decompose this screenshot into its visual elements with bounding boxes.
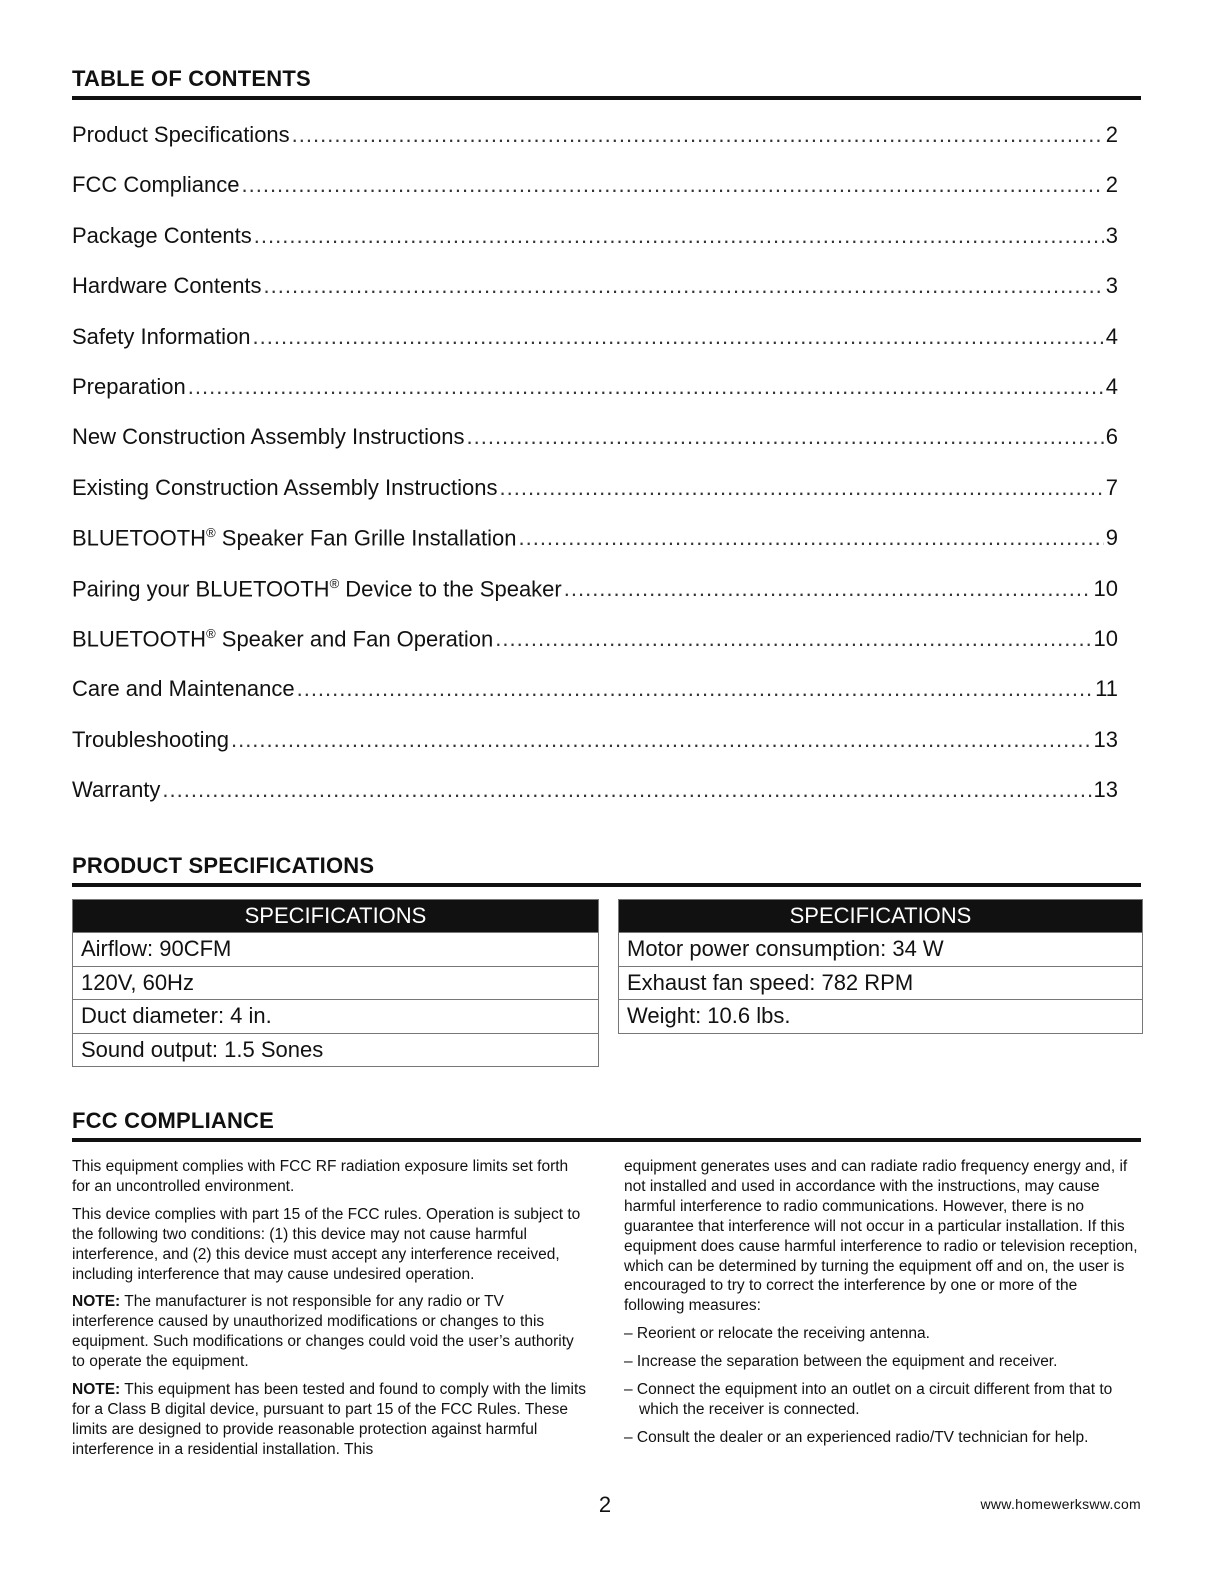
toc-entry-page: 13 xyxy=(1093,726,1118,752)
toc-entry-package-contents[interactable] xyxy=(72,223,1118,273)
toc-entry-pairing-device[interactable] xyxy=(72,576,1118,626)
toc-dot-leader xyxy=(231,727,1092,753)
toc-entry-page: 4 xyxy=(1105,373,1118,399)
toc-heading-rule xyxy=(72,96,1141,100)
fcc-text-right-column xyxy=(624,1157,1141,1456)
fcc-note-paragraph: NOTE: This equipment has been tested and found to comply with the limits for a Class B digital device, pursuant to part 15 of the FCC Rules. These limits are designed to provide reasonable protection against harmful interference in a residential installation. This xyxy=(72,1381,587,1458)
spec-row-duct-diameter: Duct diameter: 4 in. xyxy=(73,999,598,1033)
toc-dot-leader xyxy=(297,676,1094,702)
toc-entry-title: BLUETOOTH® Speaker and Fan Operation xyxy=(72,625,494,652)
toc-entry-title: Preparation xyxy=(72,373,186,399)
page-number: 2 xyxy=(598,1492,612,1517)
fcc-measure-item: – Increase the separation between the equipment and receiver. xyxy=(624,1353,1058,1371)
toc-entry-care-maintenance[interactable] xyxy=(72,676,1118,726)
toc-entry-page: 9 xyxy=(1105,525,1118,551)
toc-entry-page: 11 xyxy=(1095,676,1118,702)
toc-dot-leader xyxy=(467,424,1104,450)
toc-entry-product-specifications[interactable] xyxy=(72,122,1118,172)
spec-row-weight: Weight: 10.6 lbs. xyxy=(619,999,1142,1033)
note-label: NOTE: xyxy=(72,1293,121,1311)
spec-row-motor-power: Motor power consumption: 34 W xyxy=(619,932,1142,966)
fcc-heading: FCC COMPLIANCE xyxy=(72,1108,275,1133)
specifications-table-header: SPECIFICATIONS xyxy=(73,900,598,932)
toc-entry-page: 2 xyxy=(1105,172,1118,198)
toc-entry-title: Pairing your BLUETOOTH® Device to the Speaker xyxy=(72,575,562,601)
toc-entry-page: 10 xyxy=(1093,626,1118,652)
toc-entry-page: 10 xyxy=(1093,575,1118,601)
specifications-table-header: SPECIFICATIONS xyxy=(619,900,1142,932)
toc-entry-page: 13 xyxy=(1093,777,1118,803)
toc-entry-preparation[interactable] xyxy=(72,374,1118,424)
toc-entry-page: 3 xyxy=(1105,273,1118,299)
fcc-text-left-column xyxy=(72,1157,587,1468)
toc-entry-existing-construction[interactable] xyxy=(72,475,1118,525)
specifications-table-right xyxy=(618,899,1143,1034)
toc-entry-title: Care and Maintenance xyxy=(72,676,295,702)
toc-entry-title: FCC Compliance xyxy=(72,172,240,198)
specifications-table-left xyxy=(72,899,599,1067)
toc-entry-warranty[interactable] xyxy=(72,777,1118,827)
fcc-measure-item: – Consult the dealer or an experienced radio/TV technician for help. xyxy=(624,1428,1089,1446)
toc-dot-leader xyxy=(253,324,1104,350)
toc-dot-leader xyxy=(264,273,1104,299)
note-label: NOTE: xyxy=(72,1381,121,1399)
toc-dot-leader xyxy=(162,777,1091,803)
toc-entry-fcc-compliance[interactable] xyxy=(72,172,1118,222)
toc-entry-hardware-contents[interactable] xyxy=(72,273,1118,323)
toc-dot-leader xyxy=(254,223,1104,249)
fcc-paragraph: equipment generates uses and can radiate radio frequency energy and, if not installed and used in accordance with the instructions, may cause harmful interference to radio communications. However, there is no guarantee that interference will not occur in a particular installation. If this equipment does cause harmful interference to radio or television reception, which can be determined by turning the equipment off and on, the user is encouraged to try to correct the interference by one or more of the following measures: xyxy=(624,1158,1138,1315)
toc-entry-troubleshooting[interactable] xyxy=(72,727,1118,777)
toc-entry-title: BLUETOOTH® Speaker Fan Grille Installation xyxy=(72,525,517,551)
toc-entry-fan-grille-installation[interactable] xyxy=(72,525,1118,575)
toc-entry-title: New Construction Assembly Instructions xyxy=(72,424,465,450)
toc-dot-leader xyxy=(242,172,1104,198)
spec-row-voltage: 120V, 60Hz xyxy=(73,966,598,1000)
toc-entry-title: Troubleshooting xyxy=(72,726,229,752)
spec-row-airflow: Airflow: 90CFM xyxy=(73,932,598,966)
specifications-heading-rule xyxy=(72,883,1141,887)
fcc-paragraph: This device complies with part 15 of the FCC rules. Operation is subject to the following two conditions: (1) this device may not cause harmful interference, and (2) this device must accept any interference received, including interference that may cause undesired operation. xyxy=(72,1205,581,1283)
toc-entry-title: Product Specifications xyxy=(72,122,290,147)
fcc-note-paragraph: NOTE: The manufacturer is not responsible for any radio or TV interference caused by unauthorized modifications or changes to this equipment. Such modifications or changes could void the user’s authority to operate the equipment. xyxy=(72,1293,574,1371)
fcc-measure-item: – Connect the equipment into an outlet on a circuit different from that to which the receiver is connected. xyxy=(624,1381,1113,1418)
toc-entry-page: 2 xyxy=(1105,122,1118,147)
fcc-heading-rule xyxy=(72,1138,1141,1142)
toc-entry-title: Package Contents xyxy=(72,222,252,248)
table-of-contents xyxy=(72,122,1118,827)
fcc-measure-item: – Reorient or relocate the receiving antenna. xyxy=(624,1325,930,1343)
toc-entry-page: 7 xyxy=(1105,474,1118,500)
toc-entry-title: Hardware Contents xyxy=(72,273,262,299)
toc-entry-title: Safety Information xyxy=(72,323,251,349)
toc-dot-leader xyxy=(500,475,1104,501)
toc-entry-speaker-fan-operation[interactable] xyxy=(72,626,1118,676)
toc-entry-page: 6 xyxy=(1105,424,1118,450)
toc-entry-page: 4 xyxy=(1105,323,1118,349)
toc-entry-title: Existing Construction Assembly Instructions xyxy=(72,474,498,500)
fcc-paragraph: This equipment complies with FCC RF radiation exposure limits set forth for an uncontrolled environment. xyxy=(72,1158,569,1195)
specifications-heading: PRODUCT SPECIFICATIONS xyxy=(72,853,375,878)
toc-entry-new-construction[interactable] xyxy=(72,424,1118,474)
toc-dot-leader xyxy=(188,374,1104,400)
toc-entry-title: Warranty xyxy=(72,777,161,803)
toc-entry-page: 3 xyxy=(1105,222,1118,248)
spec-row-fan-speed: Exhaust fan speed: 782 RPM xyxy=(619,966,1142,1000)
toc-dot-leader xyxy=(518,525,1103,551)
spec-row-sound-output: Sound output: 1.5 Sones xyxy=(73,1033,598,1067)
toc-dot-leader xyxy=(292,122,1104,148)
toc-entry-safety-information[interactable] xyxy=(72,324,1118,374)
website-link[interactable]: www.homewerksww.com xyxy=(980,1496,1141,1512)
toc-heading: TABLE OF CONTENTS xyxy=(72,66,311,91)
toc-dot-leader xyxy=(564,576,1092,602)
toc-dot-leader xyxy=(495,626,1091,652)
